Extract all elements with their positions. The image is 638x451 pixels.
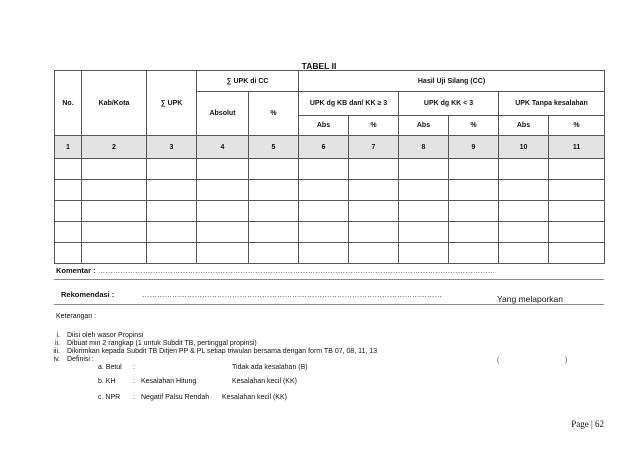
table-row	[55, 243, 605, 264]
def-colon: :	[133, 394, 135, 401]
col-number: 2	[82, 136, 147, 159]
col-number: 7	[349, 136, 399, 159]
def-colon: :	[133, 364, 135, 371]
komentar-label: Komentar :	[56, 266, 96, 275]
def-expansion: Negatif Palsu Rendah	[141, 394, 210, 401]
table-row	[55, 159, 605, 180]
header-upk-tanpa: UPK Tanpa kesalahan	[499, 92, 605, 116]
yang-melaporkan: Yang melaporkan	[497, 294, 563, 304]
def-meaning: Tidak ada kesalahan (B)	[232, 364, 308, 371]
header-kab-kota: Kab/Kota	[82, 71, 147, 136]
header-no: No.	[55, 71, 82, 136]
col-number: 8	[399, 136, 449, 159]
col-number: 1	[55, 136, 82, 159]
header-pct: %	[449, 116, 499, 136]
header-abs: Abs	[299, 116, 349, 136]
page-number: Page | 62	[571, 419, 604, 429]
table-title: TABEL II	[301, 61, 337, 71]
divider	[54, 279, 604, 280]
col-number: 11	[549, 136, 605, 159]
rekomendasi-label: Rekomendasi :	[61, 290, 115, 299]
table-row	[55, 222, 605, 243]
def-term: c. NPR	[98, 394, 121, 401]
rekomendasi-dots: …………………………………………………………………………………………………………	[142, 290, 442, 299]
note-item: ii. Dibuat min 2 rangkap (1 untuk Subdit TB, pertinggal propinsi)	[54, 340, 257, 347]
def-meaning: Kesalahan kecil (KK)	[232, 378, 297, 385]
komentar-line	[56, 266, 495, 275]
column-number-row	[55, 136, 605, 159]
col-number: 5	[249, 136, 299, 159]
header-pct: %	[249, 92, 299, 136]
signature-open-paren: (	[497, 357, 500, 364]
komentar-dots: ……………………………………………………………………………………………………………………………………………	[97, 266, 496, 275]
col-number: 6	[299, 136, 349, 159]
col-number: 9	[449, 136, 499, 159]
table-row	[55, 180, 605, 201]
header-hasil-uji-silang: Hasil Uji Silang (CC)	[299, 71, 605, 92]
note-item: iii. Dikirimkan kepada Subdit TB Ditjen PP & PL setiap triwulan bersama dengan form TB 07, 08, 11, 13	[53, 348, 378, 355]
report-table	[54, 70, 605, 264]
signature-close-paren: )	[565, 357, 568, 364]
divider	[54, 304, 604, 305]
note-item: iv. Definisi :	[53, 356, 94, 363]
header-upk-kk: UPK dg KK < 3	[399, 92, 499, 116]
header-abs: Abs	[399, 116, 449, 136]
header-upk-kb: UPK dg KB dan/ KK ≥ 3	[299, 92, 399, 116]
col-number: 3	[147, 136, 197, 159]
def-meaning: Kesalahan kecil (KK)	[222, 394, 287, 401]
col-number: 10	[499, 136, 549, 159]
table-row	[55, 201, 605, 222]
def-expansion: Kesalahan Hitung	[141, 378, 197, 385]
header-sum-upk: ∑ UPK	[147, 71, 197, 136]
def-term: a. Betul	[98, 364, 122, 371]
header-sum-upk-cc: ∑ UPK di CC	[197, 71, 299, 92]
header-abs: Abs	[499, 116, 549, 136]
header-absolut: Absolut	[197, 92, 249, 136]
note-item: i. Diisi oleh wasor Propinsi	[56, 332, 144, 339]
keterangan-label: Keterangan :	[56, 313, 97, 320]
header-pct: %	[349, 116, 399, 136]
def-term: b. KH	[98, 378, 116, 385]
header-pct: %	[549, 116, 605, 136]
def-colon: :	[133, 378, 135, 385]
col-number: 4	[197, 136, 249, 159]
